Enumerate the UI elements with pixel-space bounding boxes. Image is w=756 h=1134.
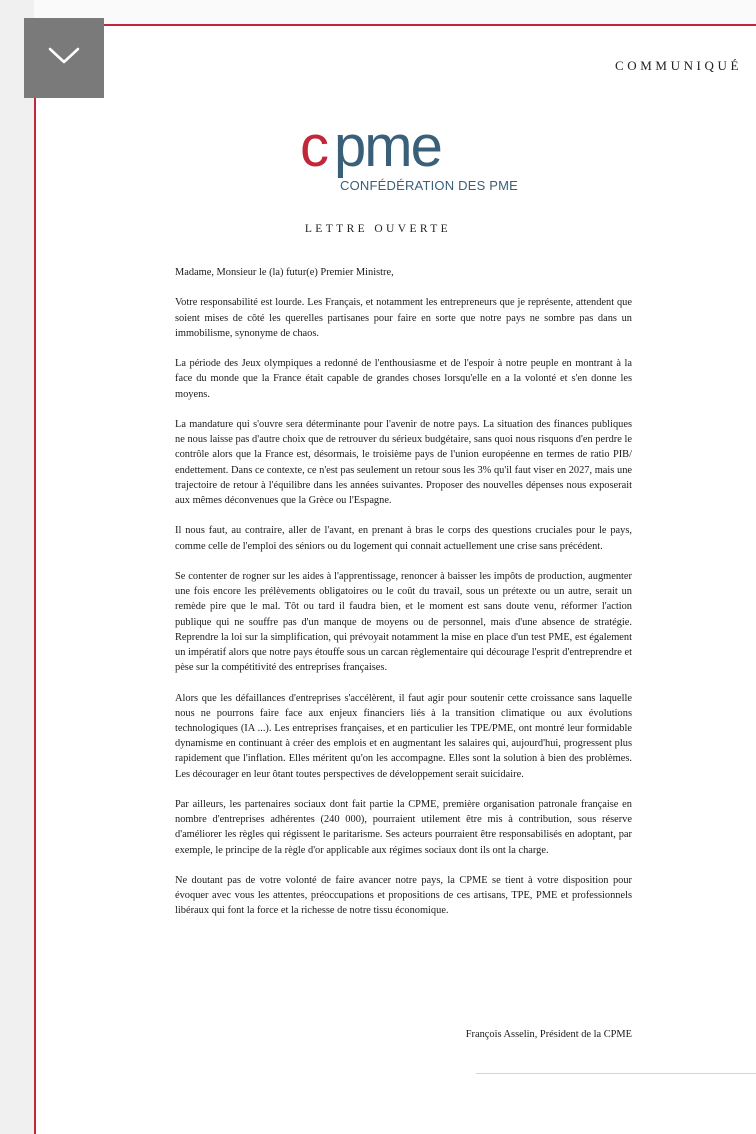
letter-paragraph: Alors que les défaillances d'entreprises s'accélèrent, il faut agir pour soutenir cette croissance sans laquelle nous ne pourrons faire face aux enjeux financiers liés à la transition climatique ou aux évolutions technologiques (IA ...). Les entreprises françaises, et en particulier les TPE/PME, ont montré leur formidable dynamisme en continuant à créer des emplois et en augmentant les salaires qui, aujourd'hui, progressent plus rapidement que l'inflation. Elles méritent qu'on les accompagne. Elles sont la solution à bien des problèmes. Les décourager en leur ôtant toutes perspectives de développement serait suicidaire. — [175, 692, 632, 780]
page-gutter — [0, 0, 34, 1134]
document-type-label: COMMUNIQUÉ — [615, 58, 742, 73]
logo-letter-c: c — [300, 114, 327, 179]
letter-paragraph: Se contenter de rogner sur les aides à l'apprentissage, renoncer à baisser les impôts de production, augmenter une fois encore les prélèvements obligatoires ou le coût du travail, sous un prétexte ou un autre, serait un remède pire que le mal. Tôt ou tard il faudra bien, et le moment est sans doute venu, réformer l'action publique qui ne souffre pas d'un manque de moyens ou de personnel, mais d'une absence de stratégie. Reprendre la loi sur la simplification, qui prévoyait notamment la mise en place d'un test PME, est également un impératif alors que notre pays étouffe sous un carcan règlementaire qui décourage l'esprit d'entreprendre et pèse sur la compétitivité des entreprises françaises. — [175, 570, 632, 674]
letter-paragraph: Il nous faut, au contraire, aller de l'avant, en prenant à bras le corps des questions cruciales pour le pays, comme celle de l'emploi des séniors ou du logement qui connait actuellement une crise sans précédent. — [175, 525, 632, 552]
letter-paragraph: La période des Jeux olympiques a redonné de l'enthousiasme et de l'espoir à notre peuple en montrant à la face du monde que la France était capable de grandes choses lorsqu'elle en a la volonté et s'en donne les moyens. — [175, 358, 632, 400]
letter-salutation: Madame, Monsieur le (la) futur(e) Premier Ministre, — [175, 267, 394, 278]
chevron-down-icon — [48, 46, 80, 66]
logo-letters-pme: pme — [334, 114, 441, 179]
letter-paragraph: La mandature qui s'ouvre sera déterminante pour l'avenir de notre pays. La situation des finances publiques ne nous laisse pas d'autre choix que de retrouver du sérieux budgétaire, sans quoi nous risquons d'en perdre le contrôle alors que la France est, désormais, le troisième pays de l'union européenne en termes de ratio PIB/ endettement. Dans ce contexte, ce n'est pas seulement un retour sous les 3% qu'il faut viser en 2027, mais une trajectoire de retour à l'équilibre dans les années suivantes. Proposer des nouvelles dépenses nous exposerait aux mêmes déconvenues que la Grèce ou l'Espagne. — [175, 418, 632, 506]
logo-subtitle: CONFÉDÉRATION DES PME — [340, 178, 519, 193]
footer-divider — [476, 1073, 756, 1074]
frame-left-rule — [34, 24, 36, 1134]
frame-top-rule — [34, 24, 756, 26]
letter-body — [175, 265, 632, 934]
letter-paragraph: Par ailleurs, les partenaires sociaux dont fait partie la CPME, première organisation patronale française en nombre d'entreprises adhérentes (240 000), pourraient utilement être mis à contribution, sous réserve d'améliorer les règles qui régissent le paritarisme. Ses acteurs pourraient être responsabilisés en adoptant, par exemple, le principe de la règle d'or applicable aux régimes sociaux dont ils ont la charge. — [175, 799, 632, 856]
letter-signature: François Asselin, Président de la CPME — [465, 1029, 632, 1040]
cpme-logo — [296, 114, 519, 198]
letter-title: LETTRE OUVERTE — [304, 223, 452, 235]
letter-paragraph: Votre responsabilité est lourde. Les Français, et notamment les entrepreneurs que je représente, attendent que soient mises de côté les querelles partisanes pour faire en sorte que notre pays ne sombre pas dans un immobilisme, synonyme de chaos. — [175, 297, 632, 339]
collapse-toggle-button[interactable] — [24, 18, 104, 98]
letter-paragraph: Ne doutant pas de votre volonté de faire avancer notre pays, la CPME se tient à votre disposition pour évoquer avec vous les attentes, préoccupations et propositions de ces artisans, TPE, PME et professionnels libéraux qui font la force et la richesse de notre tissu économique. — [175, 875, 632, 917]
